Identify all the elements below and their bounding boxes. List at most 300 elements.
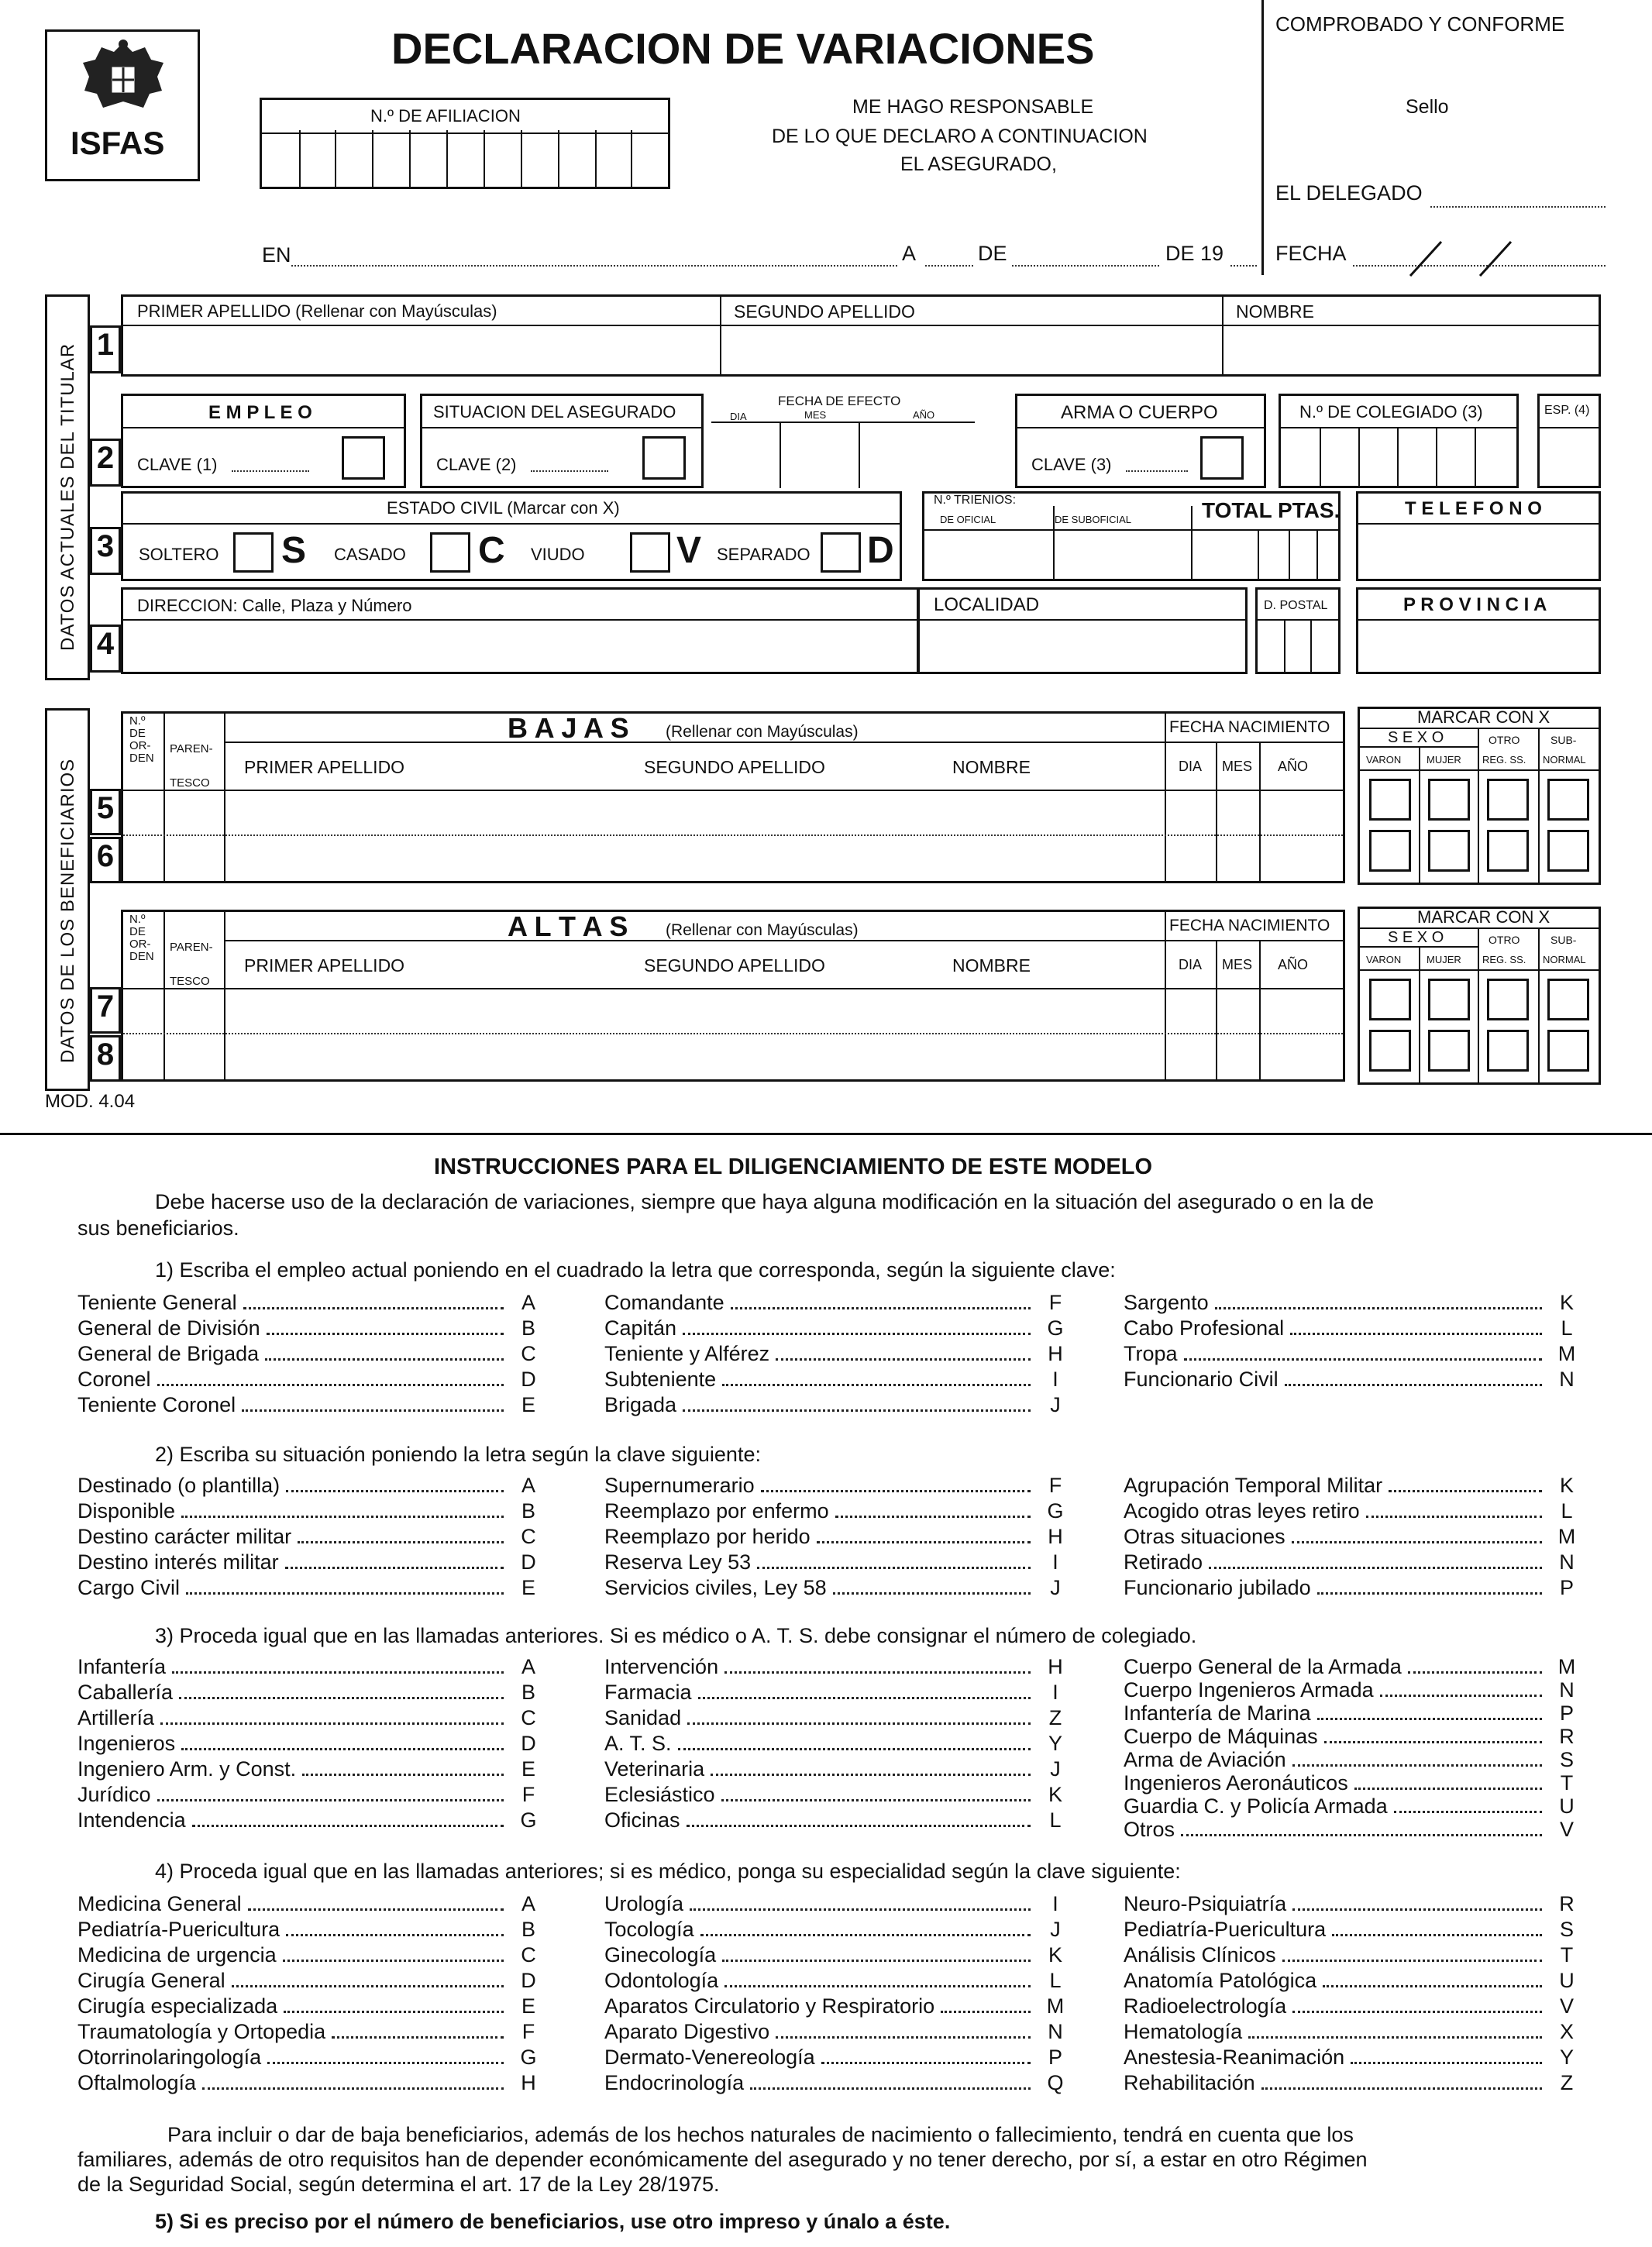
code-label: Urología: [604, 1892, 684, 1915]
code-entry: [1124, 2046, 1581, 2070]
altas-rellenar: (Rellenar con Mayúsculas): [666, 921, 859, 939]
code-leader-dots: [1292, 1764, 1542, 1767]
code-entry: [77, 1706, 542, 1730]
mes-field[interactable]: [1012, 265, 1159, 267]
trienios-suboficial-input[interactable]: [1056, 532, 1188, 579]
code-entry: [1124, 1818, 1581, 1842]
code-label: Arma de Aviación: [1124, 1748, 1286, 1771]
code-leader-dots: [1285, 1384, 1542, 1386]
code-leader-dots: [700, 1934, 1031, 1936]
baja6-normal-checkbox[interactable]: [1547, 830, 1589, 872]
code-leader-dots: [1394, 1811, 1542, 1813]
code-letter: M: [1557, 1342, 1576, 1365]
telefono-box: [1356, 491, 1601, 581]
coat-of-arms-icon: [77, 36, 170, 122]
code-letter: H: [521, 2071, 536, 2094]
code-leader-dots: [1366, 1516, 1542, 1518]
bajas-ano: AÑO: [1278, 759, 1309, 774]
alta-row-7[interactable]: [123, 989, 1343, 1031]
code-leader-dots: [232, 1985, 504, 1987]
esp-box: [1537, 394, 1601, 488]
bajas-sexo-label: S E X O: [1388, 729, 1444, 746]
code-leader-dots: [332, 2036, 504, 2039]
primer-apellido-label: PRIMER APELLIDO (Rellenar con Mayúsculas): [137, 301, 497, 321]
trienios-oficial-input[interactable]: [926, 532, 1050, 579]
code-leader-dots: [683, 1409, 1031, 1412]
code-label: Cabo Profesional: [1124, 1316, 1285, 1340]
code-entry: [77, 1655, 542, 1679]
code-letter: F: [521, 1783, 535, 1806]
code-letter: F: [1048, 1291, 1062, 1314]
logo-box: [45, 29, 200, 181]
code-letter: B: [521, 1499, 535, 1523]
baja5-normal-checkbox[interactable]: [1547, 779, 1589, 821]
codes3-grid: [77, 1655, 1581, 1864]
code-entry: [77, 1499, 542, 1523]
code-label: A. T. S.: [604, 1732, 672, 1755]
code-label: Cuerpo General de la Armada: [1124, 1655, 1402, 1678]
code-letter: B: [521, 1681, 535, 1704]
dia-field[interactable]: [925, 265, 973, 267]
code-entry: [77, 2046, 542, 2070]
baja-row-5[interactable]: [123, 791, 1343, 833]
code-letter: C: [521, 1943, 536, 1967]
code-label: Otorrinolaringología: [77, 2046, 262, 2069]
primer-apellido-input[interactable]: [126, 328, 717, 371]
code-leader-dots: [242, 1409, 504, 1412]
clave1-box[interactable]: [342, 436, 385, 480]
bajas-parentesco: PAREN- TESCO: [170, 742, 213, 790]
code-letter: U: [1559, 1795, 1575, 1818]
code-letter: E: [521, 1393, 535, 1416]
code-letter: A: [521, 1892, 535, 1915]
bajas-varon-label: VARON: [1366, 754, 1402, 766]
instructions-final-1: Para incluir o dar de baja beneficiarios, además de los hechos naturales de nacimiento o fallecimiento, tendrá en cuenta que los: [167, 2123, 1354, 2146]
en-label: EN: [262, 243, 291, 267]
soltero-checkbox[interactable]: [233, 532, 274, 573]
provincia-label: P R O V I N C I A: [1403, 594, 1547, 615]
trienios-label: N.º TRIENIOS:: [934, 494, 1017, 507]
code-letter: K: [1559, 1291, 1574, 1314]
code-entry: [1124, 1725, 1581, 1749]
code-entry: [1124, 1550, 1581, 1574]
code-leader-dots: [750, 2087, 1031, 2090]
clave3-label: CLAVE (3): [1031, 455, 1112, 474]
code-label: Otras situaciones: [1124, 1525, 1285, 1548]
code-letter: P: [1048, 2046, 1062, 2069]
altas-title: A L T A S: [508, 910, 628, 942]
alta8-regss-checkbox[interactable]: [1487, 1030, 1529, 1072]
code-letter: K: [1048, 1783, 1062, 1806]
code-entry: [604, 1969, 1069, 1993]
code-label: Jurídico: [77, 1783, 151, 1806]
code-leader-dots: [172, 1671, 504, 1674]
code-entry: [1124, 1994, 1581, 2018]
estado-civil-label: ESTADO CIVIL (Marcar con X): [387, 498, 620, 518]
alta7-normal-checkbox[interactable]: [1547, 979, 1589, 1020]
sello-label: Sello: [1406, 96, 1449, 118]
casado-letter: C: [478, 530, 505, 571]
codes1-grid: [77, 1291, 1581, 1430]
fecha-efecto-group: [704, 394, 983, 488]
code-entry: [77, 1918, 542, 1942]
code-label: Veterinaria: [604, 1757, 705, 1781]
bajas-regss-label: REG. SS.: [1482, 754, 1526, 766]
telefono-label: T E L E F O N O: [1405, 498, 1542, 519]
code-letter: A: [521, 1291, 535, 1314]
responsable-line-2: DE LO QUE DECLARO A CONTINUACION: [772, 126, 1148, 147]
bajas-otro-label: OTRO: [1489, 734, 1520, 746]
code-leader-dots: [1351, 2062, 1542, 2064]
code-entry: [604, 1550, 1069, 1574]
code-entry: [604, 2046, 1069, 2070]
fecha-label: FECHA: [1275, 242, 1347, 265]
code-entry: [604, 1943, 1069, 1967]
afiliacion-label: N.º DE AFILIACION: [370, 106, 521, 126]
localidad-box: [917, 587, 1248, 674]
localidad-label: LOCALIDAD: [934, 594, 1040, 615]
code-entry: [77, 1757, 542, 1781]
baja6-regss-checkbox[interactable]: [1487, 830, 1529, 872]
codes2-grid: [77, 1474, 1581, 1613]
code-letter: L: [1561, 1499, 1573, 1523]
alta-row-8[interactable]: [123, 1034, 1343, 1079]
code-letter: M: [1046, 1994, 1065, 2018]
code-letter: C: [521, 1525, 536, 1548]
code-label: Intervención: [604, 1655, 719, 1678]
code-letter: H: [1048, 1655, 1063, 1678]
code-letter: K: [1048, 1943, 1062, 1967]
code-letter: J: [1050, 1757, 1061, 1781]
code-label: Eclesiástico: [604, 1783, 715, 1806]
code-entry: [77, 1393, 542, 1417]
code-leader-dots: [821, 2062, 1031, 2064]
row-number-7: 7: [90, 987, 121, 1034]
code-leader-dots: [1323, 1985, 1542, 1987]
dpostal-input[interactable]: [1259, 622, 1337, 672]
code-letter: F: [521, 2020, 535, 2043]
code-letter: C: [521, 1706, 536, 1729]
code-label: Destino carácter militar: [77, 1525, 292, 1548]
row-number-2: 2: [90, 439, 121, 487]
code-letter: G: [1047, 1499, 1064, 1523]
baja-row-6[interactable]: [123, 836, 1343, 881]
colegiado-box: [1279, 394, 1519, 488]
code-entry: [1124, 1678, 1581, 1702]
fecha-efecto-input[interactable]: [711, 425, 975, 487]
code-label: Caballería: [77, 1681, 174, 1704]
form-title: DECLARACION DE VARIACIONES: [391, 24, 1095, 73]
code-label: Ginecología: [604, 1943, 717, 1967]
code-entry: [77, 1550, 542, 1574]
code-leader-dots: [1354, 1788, 1542, 1790]
bajas-title: B A J A S: [508, 712, 629, 744]
a-label: A: [902, 242, 917, 265]
code-label: Cargo Civil: [77, 1576, 181, 1599]
altas-marcar-box: [1358, 907, 1601, 1085]
telefono-input[interactable]: [1360, 526, 1597, 579]
code-leader-dots: [687, 1722, 1031, 1725]
code-entry: [77, 2020, 542, 2044]
code-entry: [604, 1892, 1069, 1916]
code-label: Retirado: [1124, 1550, 1203, 1574]
code-entry: [604, 1525, 1069, 1549]
esp-input[interactable]: [1540, 428, 1599, 486]
code-leader-dots: [181, 1748, 504, 1750]
alta8-mujer-checkbox[interactable]: [1428, 1030, 1470, 1072]
direccion-box: [121, 587, 919, 674]
code-entry: [1124, 1291, 1581, 1315]
segundo-apellido-label: SEGUNDO APELLIDO: [734, 301, 915, 322]
code-label: Cirugía especializada: [77, 1994, 278, 2018]
altas-dia: DIA: [1179, 957, 1203, 972]
code-label: Rehabilitación: [1124, 2071, 1255, 2094]
altas-primer-apellido: PRIMER APELLIDO: [244, 955, 405, 976]
code-label: Brigada: [604, 1393, 677, 1416]
direccion-label: DIRECCION: Calle, Plaza y Número: [137, 596, 412, 615]
code-letter: T: [1560, 1771, 1574, 1795]
clave3-box[interactable]: [1200, 436, 1244, 480]
code-entry: [77, 1783, 542, 1807]
code-entry: [604, 1499, 1069, 1523]
code-letter: U: [1559, 1969, 1575, 1992]
code-label: Ingenieros Aeronáuticos: [1124, 1771, 1348, 1795]
alta8-normal-checkbox[interactable]: [1547, 1030, 1589, 1072]
soltero-letter: S: [281, 530, 307, 571]
code-label: Anatomía Patológica: [1124, 1969, 1317, 1992]
code-letter: G: [520, 2046, 537, 2069]
code-leader-dots: [817, 1541, 1031, 1543]
logo-text: ISFAS: [71, 125, 165, 161]
segundo-apellido-input[interactable]: [723, 328, 1219, 371]
en-field[interactable]: [291, 265, 897, 267]
ano-field[interactable]: [1230, 265, 1257, 267]
code-letter: L: [1561, 1316, 1573, 1340]
code-label: Cuerpo Ingenieros Armada: [1124, 1678, 1374, 1702]
code-label: Teniente y Alférez: [604, 1342, 770, 1365]
code-label: Radioelectrología: [1124, 1994, 1287, 2018]
code-label: Análisis Clínicos: [1124, 1943, 1276, 1967]
code-entry: [77, 1525, 542, 1549]
code-entry: [604, 1655, 1069, 1679]
esp-label: ESP. (4): [1544, 404, 1590, 417]
code-leader-dots: [724, 1985, 1031, 1987]
baja6-mujer-checkbox[interactable]: [1428, 830, 1470, 872]
code-leader-dots: [941, 2011, 1031, 2013]
bajas-fecha-nac: FECHA NACIMIENTO: [1169, 718, 1330, 736]
de-label: DE: [978, 242, 1007, 265]
code-letter: D: [521, 1732, 536, 1755]
code-letter: V: [1559, 1994, 1574, 2018]
code-label: Dermato-Venereología: [604, 2046, 815, 2069]
code-label: Comandante: [604, 1291, 724, 1314]
altas-marcar-label: MARCAR CON X: [1417, 907, 1550, 927]
code-leader-dots: [265, 1358, 504, 1361]
altas-otro-label: OTRO: [1489, 934, 1520, 946]
viudo-label: VIUDO: [531, 545, 585, 564]
alta7-regss-checkbox[interactable]: [1487, 979, 1529, 1020]
code-entry: [1124, 1969, 1581, 1993]
baja5-varon-checkbox[interactable]: [1369, 779, 1411, 821]
fecha-efecto-label: FECHA DE EFECTO: [778, 394, 901, 408]
responsable-line-1: ME HAGO RESPONSABLE: [852, 96, 1094, 118]
situacion-label: SITUACION DEL ASEGURADO: [433, 402, 676, 422]
code-label: General de División: [77, 1316, 260, 1340]
code-label: Tocología: [604, 1918, 694, 1941]
code-entry: [77, 1291, 542, 1315]
code-letter: H: [1048, 1525, 1063, 1548]
code-label: Tropa: [1124, 1342, 1178, 1365]
code-entry: [77, 1681, 542, 1705]
clave1-label: CLAVE (1): [137, 455, 218, 474]
code-entry: [1124, 1474, 1581, 1498]
code-letter: J: [1050, 1393, 1061, 1416]
alta8-varon-checkbox[interactable]: [1369, 1030, 1411, 1072]
code-leader-dots: [761, 1490, 1031, 1492]
code-entry: [1124, 1316, 1581, 1340]
altas-varon-label: VARON: [1366, 954, 1402, 965]
delegado-label: EL DELEGADO: [1275, 181, 1423, 205]
row-number-4: 4: [90, 625, 121, 673]
instructions-final-3: de la Seguridad Social, según determina el art. 17 de la Ley 28/1975.: [77, 2173, 720, 2196]
code-leader-dots: [1184, 1358, 1542, 1361]
code-entry: [1124, 1943, 1581, 1967]
clave2-box[interactable]: [642, 436, 686, 480]
code-leader-dots: [1408, 1671, 1542, 1674]
code-leader-dots: [731, 1307, 1031, 1309]
code-label: Sargento: [1124, 1291, 1209, 1314]
dpostal-label: D. POSTAL: [1264, 599, 1328, 612]
code-leader-dots: [1292, 1908, 1542, 1911]
code-letter: K: [1559, 1474, 1574, 1497]
code-entry: [604, 1783, 1069, 1807]
code-entry: [77, 1474, 542, 1498]
instructions-intro-2: sus beneficiarios.: [77, 1216, 239, 1240]
code-label: Medicina de urgencia: [77, 1943, 277, 1967]
row-number-8: 8: [90, 1035, 121, 1082]
direccion-input[interactable]: [125, 622, 915, 672]
code-leader-dots: [181, 1516, 504, 1518]
code-leader-dots: [160, 1722, 504, 1725]
code-label: Oficinas: [604, 1808, 680, 1832]
total-label: TOTAL PTAS.: [1202, 498, 1341, 522]
separado-letter: D: [867, 530, 894, 571]
code-label: Neuro-Psiquiatría: [1124, 1892, 1287, 1915]
code-label: Cirugía General: [77, 1969, 225, 1992]
instructions-intro-1: Debe hacerse uso de la declaración de variaciones, siempre que haya alguna modificación en la situación del asegurado o en la de: [155, 1190, 1375, 1213]
colegiado-input[interactable]: [1281, 428, 1516, 486]
date-slash-marks: [1395, 239, 1550, 277]
baja6-varon-checkbox[interactable]: [1369, 830, 1411, 872]
code-entry: [77, 1969, 542, 1993]
localidad-input[interactable]: [921, 622, 1244, 672]
code-leader-dots: [1324, 1741, 1542, 1743]
code-letter: Y: [1559, 2046, 1574, 2069]
de-suboficial-label: DE SUBOFICIAL: [1055, 514, 1131, 525]
code-entry: [1124, 1702, 1581, 1726]
code-letter: J: [1050, 1576, 1061, 1599]
code-leader-dots: [298, 1541, 504, 1543]
provincia-input[interactable]: [1360, 622, 1597, 672]
code-label: Teniente General: [77, 1291, 237, 1314]
viudo-checkbox[interactable]: [630, 532, 670, 573]
code-label: Supernumerario: [604, 1474, 755, 1497]
altas-segundo-apellido: SEGUNDO APELLIDO: [644, 955, 825, 976]
code-leader-dots: [283, 1960, 504, 1962]
code-leader-dots: [1215, 1307, 1542, 1309]
code-letter: B: [521, 1316, 535, 1340]
code-letter: G: [1047, 1316, 1064, 1340]
code-entry: [1124, 1918, 1581, 1942]
baja5-regss-checkbox[interactable]: [1487, 779, 1529, 821]
code-entry: [604, 1918, 1069, 1942]
nombre-input[interactable]: [1225, 328, 1597, 371]
code-entry: [604, 1393, 1069, 1417]
code-label: Artillería: [77, 1706, 155, 1729]
code-entry: [1124, 1342, 1581, 1366]
code-letter: Q: [1047, 2071, 1064, 2094]
separado-checkbox[interactable]: [821, 532, 861, 573]
bajas-primer-apellido: PRIMER APELLIDO: [244, 757, 405, 777]
code-leader-dots: [722, 1960, 1031, 1962]
row1-names: [121, 294, 1601, 377]
code-letter: H: [1048, 1342, 1063, 1365]
casado-checkbox[interactable]: [430, 532, 470, 573]
total-input[interactable]: [1194, 532, 1337, 579]
code-entry: [1124, 1576, 1581, 1600]
code-leader-dots: [1248, 2036, 1542, 2039]
code-letter: L: [1049, 1808, 1062, 1832]
row-number-5: 5: [90, 789, 121, 835]
code-leader-dots: [248, 1908, 504, 1911]
code-letter: I: [1052, 1892, 1058, 1915]
code-letter: F: [1048, 1474, 1062, 1497]
code-label: Ingenieros: [77, 1732, 176, 1755]
code-leader-dots: [721, 1799, 1031, 1801]
code-entry: [77, 1943, 542, 1967]
empleo-box: [121, 394, 406, 488]
altas-regss-label: REG. SS.: [1482, 954, 1526, 965]
code-letter: V: [1559, 1818, 1574, 1841]
code-label: Infantería: [77, 1655, 167, 1678]
altas-mujer-label: MUJER: [1427, 954, 1461, 965]
code-entry: [1124, 1525, 1581, 1549]
code-letter: E: [521, 1576, 535, 1599]
baja5-mujer-checkbox[interactable]: [1428, 779, 1470, 821]
altas-n-orden: N.º DE OR- DEN: [129, 913, 154, 963]
code-entry: [1124, 1368, 1581, 1392]
code-letter: B: [521, 1918, 535, 1941]
code-letter: A: [521, 1474, 535, 1497]
code-label: Traumatología y Ortopedia: [77, 2020, 326, 2043]
altas-ano: AÑO: [1278, 957, 1309, 972]
code-entry: [604, 1808, 1069, 1832]
code-entry: [1124, 1655, 1581, 1679]
code-leader-dots: [284, 2011, 504, 2013]
code-letter: J: [1050, 1918, 1061, 1941]
alta7-mujer-checkbox[interactable]: [1428, 979, 1470, 1020]
soltero-label: SOLTERO: [139, 545, 219, 564]
code-entry: [77, 1368, 542, 1392]
code-entry: [1124, 2020, 1581, 2044]
code-entry: [604, 2071, 1069, 2095]
code-label: Intendencia: [77, 1808, 186, 1832]
code-entry: [604, 1316, 1069, 1340]
code-leader-dots: [302, 1774, 504, 1776]
code-label: Medicina General: [77, 1892, 242, 1915]
row-number-6: 6: [90, 837, 121, 883]
alta7-varon-checkbox[interactable]: [1369, 979, 1411, 1020]
